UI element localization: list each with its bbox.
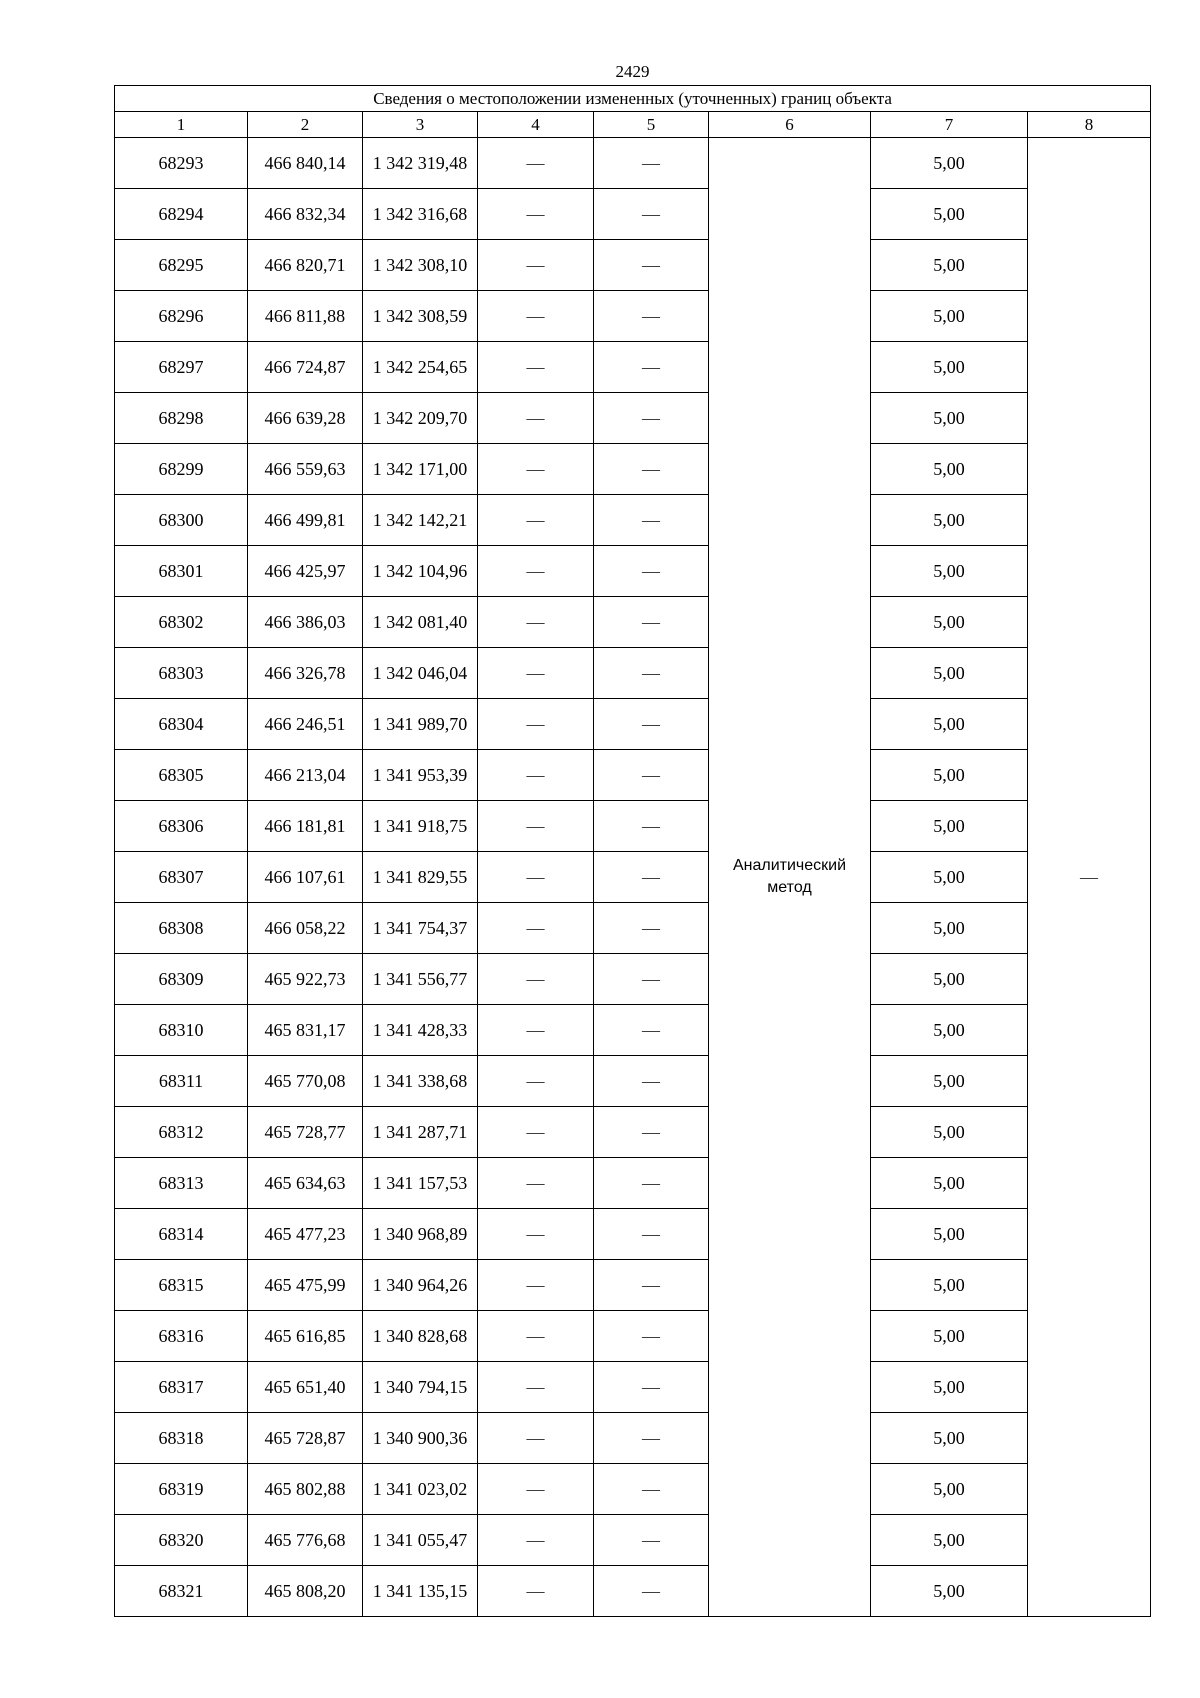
precision-value: 5,00 (871, 444, 1028, 495)
coordinate-y: 1 342 171,00 (363, 444, 478, 495)
coordinate-y: 1 342 254,65 (363, 342, 478, 393)
precision-value: 5,00 (871, 699, 1028, 750)
column-header-7: 7 (871, 112, 1028, 138)
table-row (115, 240, 1151, 291)
table-row (115, 291, 1151, 342)
point-number: 68314 (115, 1209, 248, 1260)
coordinate-y: 1 341 055,47 (363, 1515, 478, 1566)
point-number: 68305 (115, 750, 248, 801)
column-header-3: 3 (363, 112, 478, 138)
method-label-line2: метод (767, 879, 812, 896)
column-5-value: — (594, 648, 709, 699)
column-5-value: — (594, 1362, 709, 1413)
precision-value: 5,00 (871, 240, 1028, 291)
coordinate-y: 1 341 287,71 (363, 1107, 478, 1158)
column-4-value: — (478, 1515, 594, 1566)
point-number: 68320 (115, 1515, 248, 1566)
column-5-value: — (594, 1464, 709, 1515)
column-4-value: — (478, 291, 594, 342)
coordinate-x: 465 477,23 (248, 1209, 363, 1260)
table-row (115, 1107, 1151, 1158)
precision-value: 5,00 (871, 1413, 1028, 1464)
column-5-value: — (594, 801, 709, 852)
coordinate-y: 1 341 135,15 (363, 1566, 478, 1617)
column-5-value: — (594, 291, 709, 342)
column-4-value: — (478, 1260, 594, 1311)
point-number: 68309 (115, 954, 248, 1005)
coordinate-x: 466 425,97 (248, 546, 363, 597)
table-row (115, 1464, 1151, 1515)
coordinate-x: 465 776,68 (248, 1515, 363, 1566)
precision-value: 5,00 (871, 648, 1028, 699)
coordinate-x: 466 832,34 (248, 189, 363, 240)
page-number: 2429 (615, 62, 650, 81)
coordinate-y: 1 341 989,70 (363, 699, 478, 750)
precision-value: 5,00 (871, 1362, 1028, 1413)
precision-value: 5,00 (871, 801, 1028, 852)
point-number: 68306 (115, 801, 248, 852)
coordinate-y: 1 342 104,96 (363, 546, 478, 597)
coordinate-y: 1 341 918,75 (363, 801, 478, 852)
coordinate-x: 466 386,03 (248, 597, 363, 648)
point-number: 68311 (115, 1056, 248, 1107)
column-4-value: — (478, 903, 594, 954)
column-5-value: — (594, 495, 709, 546)
coordinate-x: 465 616,85 (248, 1311, 363, 1362)
column-5-value: — (594, 699, 709, 750)
precision-value: 5,00 (871, 1209, 1028, 1260)
coordinate-x: 466 058,22 (248, 903, 363, 954)
table-row (115, 954, 1151, 1005)
column-4-value: — (478, 648, 594, 699)
coordinate-y: 1 342 319,48 (363, 138, 478, 189)
point-number: 68307 (115, 852, 248, 903)
coordinate-x: 465 728,87 (248, 1413, 363, 1464)
point-number: 68312 (115, 1107, 248, 1158)
table-row (115, 1515, 1151, 1566)
point-number: 68301 (115, 546, 248, 597)
coordinate-y: 1 341 428,33 (363, 1005, 478, 1056)
column-5-value: — (594, 444, 709, 495)
table-row (115, 1158, 1151, 1209)
point-number: 68299 (115, 444, 248, 495)
point-number: 68317 (115, 1362, 248, 1413)
table-row (115, 1260, 1151, 1311)
column-5-value: — (594, 1515, 709, 1566)
point-number: 68296 (115, 291, 248, 342)
table-row (115, 342, 1151, 393)
coordinate-x: 466 107,61 (248, 852, 363, 903)
point-number: 68303 (115, 648, 248, 699)
point-number: 68295 (115, 240, 248, 291)
coordinate-y: 1 340 828,68 (363, 1311, 478, 1362)
column-header-6: 6 (709, 112, 871, 138)
column-5-value: — (594, 240, 709, 291)
table-row (115, 1005, 1151, 1056)
coordinate-x: 466 840,14 (248, 138, 363, 189)
column-5-value: — (594, 1107, 709, 1158)
coordinate-x: 465 802,88 (248, 1464, 363, 1515)
column-header-8: 8 (1028, 112, 1151, 138)
coordinate-y: 1 340 964,26 (363, 1260, 478, 1311)
column-5-value: — (594, 393, 709, 444)
column-4-value: — (478, 1464, 594, 1515)
precision-value: 5,00 (871, 750, 1028, 801)
precision-value: 5,00 (871, 495, 1028, 546)
coordinate-y: 1 341 338,68 (363, 1056, 478, 1107)
coordinate-x: 466 181,81 (248, 801, 363, 852)
coordinate-y: 1 342 316,68 (363, 189, 478, 240)
coordinate-x: 465 770,08 (248, 1056, 363, 1107)
coordinate-x: 466 326,78 (248, 648, 363, 699)
table-row (115, 903, 1151, 954)
column-4-value: — (478, 1362, 594, 1413)
coordinate-y: 1 342 046,04 (363, 648, 478, 699)
column-4-value: — (478, 1158, 594, 1209)
table-row (115, 699, 1151, 750)
table-row (115, 801, 1151, 852)
point-number: 68300 (115, 495, 248, 546)
precision-value: 5,00 (871, 852, 1028, 903)
column-4-value: — (478, 699, 594, 750)
point-number: 68321 (115, 1566, 248, 1617)
coordinate-y: 1 342 081,40 (363, 597, 478, 648)
coordinate-y: 1 342 308,10 (363, 240, 478, 291)
table-caption: Сведения о местоположении измененных (уточненных) границ объекта (115, 86, 1151, 112)
precision-value: 5,00 (871, 903, 1028, 954)
coordinate-x: 466 213,04 (248, 750, 363, 801)
coordinate-y: 1 342 209,70 (363, 393, 478, 444)
point-number: 68293 (115, 138, 248, 189)
boundary-coordinates-table (114, 85, 1151, 1617)
point-number: 68294 (115, 189, 248, 240)
column-5-value: — (594, 597, 709, 648)
point-number: 68297 (115, 342, 248, 393)
column-header-2: 2 (248, 112, 363, 138)
precision-value: 5,00 (871, 1566, 1028, 1617)
point-number: 68315 (115, 1260, 248, 1311)
precision-value: 5,00 (871, 189, 1028, 240)
column-5-value: — (594, 138, 709, 189)
coordinate-x: 466 246,51 (248, 699, 363, 750)
precision-value: 5,00 (871, 1056, 1028, 1107)
column-header-5: 5 (594, 112, 709, 138)
precision-value: 5,00 (871, 546, 1028, 597)
determination-method-cell (709, 138, 871, 1617)
column-header-4: 4 (478, 112, 594, 138)
coordinate-x: 465 922,73 (248, 954, 363, 1005)
column-5-value: — (594, 546, 709, 597)
coordinate-x: 466 639,28 (248, 393, 363, 444)
point-number: 68316 (115, 1311, 248, 1362)
table-row (115, 1566, 1151, 1617)
precision-value: 5,00 (871, 1515, 1028, 1566)
column-8-value: — (1028, 138, 1151, 1617)
column-4-value: — (478, 597, 594, 648)
table-row (115, 546, 1151, 597)
column-4-value: — (478, 189, 594, 240)
column-4-value: — (478, 1107, 594, 1158)
column-5-value: — (594, 1158, 709, 1209)
coordinate-y: 1 342 142,21 (363, 495, 478, 546)
point-number: 68302 (115, 597, 248, 648)
column-5-value: — (594, 189, 709, 240)
table-caption-row (115, 86, 1151, 112)
table-row (115, 1413, 1151, 1464)
column-4-value: — (478, 1566, 594, 1617)
precision-value: 5,00 (871, 1107, 1028, 1158)
column-4-value: — (478, 1311, 594, 1362)
column-4-value: — (478, 393, 594, 444)
precision-value: 5,00 (871, 1311, 1028, 1362)
column-header-row (115, 112, 1151, 138)
method-label-line1: Аналитический (732, 857, 847, 874)
column-4-value: — (478, 1209, 594, 1260)
coordinate-x: 465 651,40 (248, 1362, 363, 1413)
column-5-value: — (594, 1413, 709, 1464)
coordinate-y: 1 340 968,89 (363, 1209, 478, 1260)
coordinate-x: 466 559,63 (248, 444, 363, 495)
table-row (115, 1209, 1151, 1260)
table-row (115, 597, 1151, 648)
point-number: 68304 (115, 699, 248, 750)
table-row (115, 852, 1151, 903)
column-4-value: — (478, 1413, 594, 1464)
coordinate-x: 466 820,71 (248, 240, 363, 291)
point-number: 68298 (115, 393, 248, 444)
column-4-value: — (478, 546, 594, 597)
precision-value: 5,00 (871, 138, 1028, 189)
table-row (115, 138, 1151, 189)
column-4-value: — (478, 801, 594, 852)
column-5-value: — (594, 852, 709, 903)
coordinate-x: 465 634,63 (248, 1158, 363, 1209)
column-5-value: — (594, 1566, 709, 1617)
coordinate-y: 1 340 900,36 (363, 1413, 478, 1464)
column-5-value: — (594, 750, 709, 801)
point-number: 68319 (115, 1464, 248, 1515)
precision-value: 5,00 (871, 954, 1028, 1005)
coordinate-x: 465 831,17 (248, 1005, 363, 1056)
point-number: 68318 (115, 1413, 248, 1464)
coordinate-y: 1 341 953,39 (363, 750, 478, 801)
column-4-value: — (478, 750, 594, 801)
precision-value: 5,00 (871, 1464, 1028, 1515)
coordinate-x: 465 475,99 (248, 1260, 363, 1311)
coordinate-y: 1 340 794,15 (363, 1362, 478, 1413)
precision-value: 5,00 (871, 597, 1028, 648)
column-4-value: — (478, 240, 594, 291)
column-5-value: — (594, 903, 709, 954)
coordinate-y: 1 341 829,55 (363, 852, 478, 903)
table-row (115, 1362, 1151, 1413)
coordinate-y: 1 341 023,02 (363, 1464, 478, 1515)
column-4-value: — (478, 852, 594, 903)
table-row (115, 1311, 1151, 1362)
coordinate-x: 466 499,81 (248, 495, 363, 546)
coordinate-y: 1 342 308,59 (363, 291, 478, 342)
column-5-value: — (594, 1056, 709, 1107)
precision-value: 5,00 (871, 291, 1028, 342)
point-number: 68308 (115, 903, 248, 954)
table-row (115, 393, 1151, 444)
table-row (115, 189, 1151, 240)
column-4-value: — (478, 495, 594, 546)
column-5-value: — (594, 1260, 709, 1311)
coordinate-y: 1 341 157,53 (363, 1158, 478, 1209)
column-4-value: — (478, 954, 594, 1005)
column-4-value: — (478, 444, 594, 495)
table-row (115, 1056, 1151, 1107)
column-4-value: — (478, 138, 594, 189)
table-row (115, 444, 1151, 495)
precision-value: 5,00 (871, 1260, 1028, 1311)
coordinate-x: 466 811,88 (248, 291, 363, 342)
column-header-1: 1 (115, 112, 248, 138)
coordinate-x: 465 808,20 (248, 1566, 363, 1617)
column-5-value: — (594, 1311, 709, 1362)
point-number: 68313 (115, 1158, 248, 1209)
column-5-value: — (594, 954, 709, 1005)
point-number: 68310 (115, 1005, 248, 1056)
coordinate-y: 1 341 556,77 (363, 954, 478, 1005)
coordinate-y: 1 341 754,37 (363, 903, 478, 954)
precision-value: 5,00 (871, 393, 1028, 444)
table-row (115, 495, 1151, 546)
precision-value: 5,00 (871, 1158, 1028, 1209)
column-4-value: — (478, 1056, 594, 1107)
precision-value: 5,00 (871, 342, 1028, 393)
column-4-value: — (478, 342, 594, 393)
coordinate-x: 466 724,87 (248, 342, 363, 393)
column-4-value: — (478, 1005, 594, 1056)
precision-value: 5,00 (871, 1005, 1028, 1056)
table-row (115, 648, 1151, 699)
coordinate-x: 465 728,77 (248, 1107, 363, 1158)
column-5-value: — (594, 342, 709, 393)
table-row (115, 750, 1151, 801)
column-5-value: — (594, 1005, 709, 1056)
column-5-value: — (594, 1209, 709, 1260)
